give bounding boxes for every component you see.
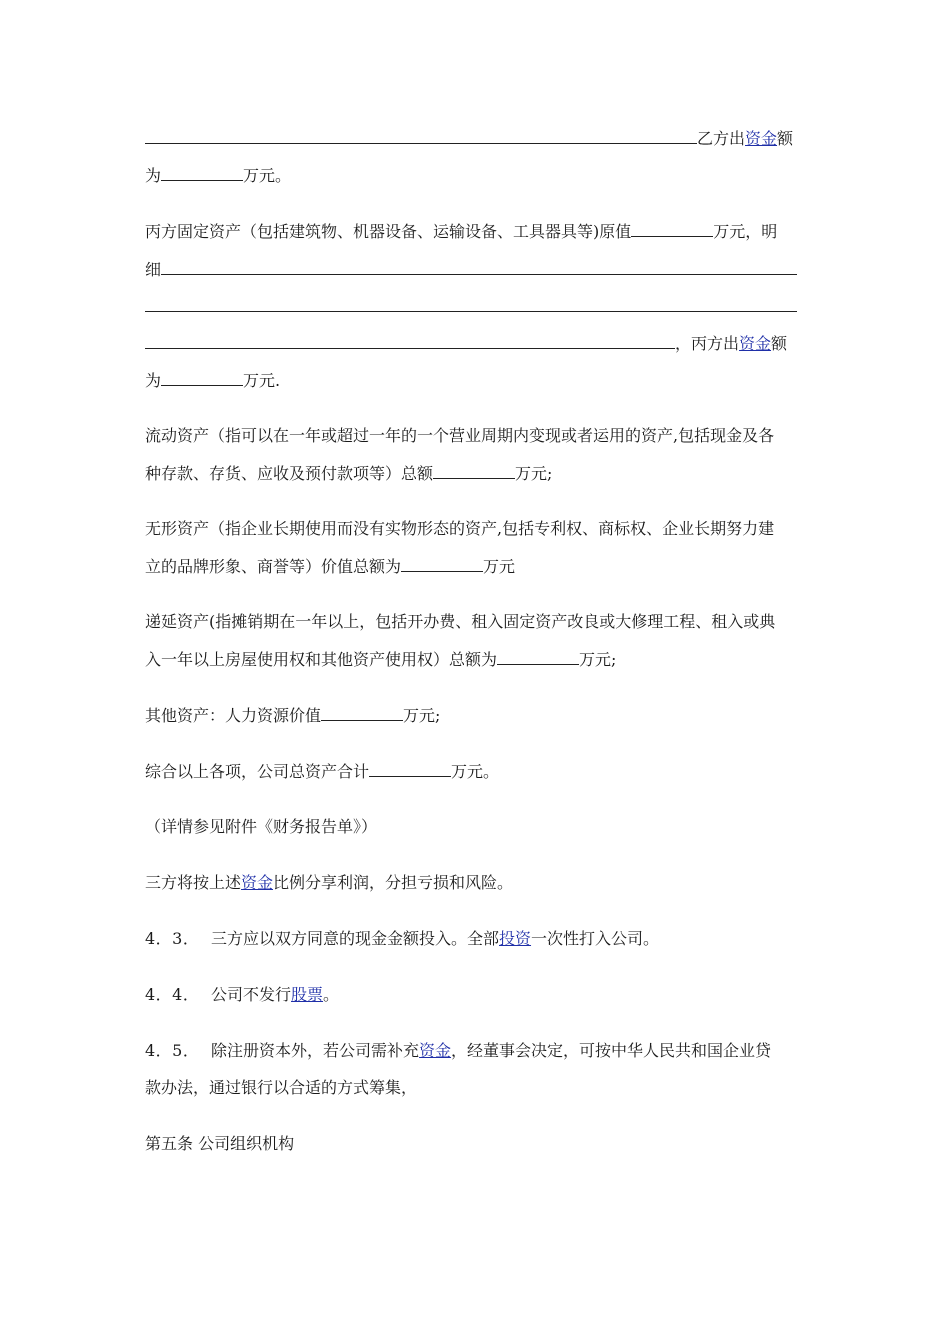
bing-line-3 [145,295,797,318]
bing-line-2: 细 [145,258,797,281]
section-4-3: 4．3． 三方应以双方同意的现金金额投入。全部投资一次性打入公司。 [145,929,660,948]
link-zijin[interactable]: 资金 [745,129,778,148]
blank-field[interactable] [321,704,403,721]
blank-field[interactable] [161,164,243,181]
blank-field[interactable] [497,648,579,665]
blank-field[interactable] [401,555,483,572]
wuxing-line-2: 立的品牌形象、商誉等）价值总额为 万元 [145,557,516,576]
bing-line-4: ，丙方出资金额 [145,332,787,355]
liudong-line-1: 流动资产（指可以在一年或超过一年的一个营业周期内变现或者运用的资产,包括现金及各 [145,426,775,445]
blank-field[interactable] [161,369,243,386]
bing-line-1: 丙方固定资产（包括建筑物、机器设备、运输设备、工具器具等)原值 万元，明 [145,222,778,241]
section-number: 4．5． [145,1041,200,1060]
section-4-5-line-2: 款办法，通过银行以合适的方式筹集， [145,1078,418,1097]
wuxing-line-1: 无形资产（指企业长期使用而没有实物形态的资产,包括专利权、商标权、企业长期努力建 [145,519,775,538]
section-4-4: 4．4． 公司不发行股票。 [145,985,340,1004]
yi-line-2: 为 万元。 [145,166,292,185]
section-4-5-line-1: 4．5． 除注册资本外，若公司需补充资金，经董事会决定，可按中华人民共和国企业贷 [145,1041,772,1060]
blank-field[interactable] [433,462,515,479]
section-number: 4．3． [145,929,200,948]
link-zijin[interactable]: 资金 [241,873,274,892]
link-gupiao[interactable]: 股票 [291,985,324,1004]
liudong-line-2: 种存款、存货、应收及预付款项等）总额 万元; [145,464,553,483]
blank-field[interactable] [161,258,797,275]
blank-field[interactable] [145,295,797,312]
xiangqing-note: （详情参见附件《财务报告单》） [145,817,378,836]
qita-line: 其他资产：人力资源价值 万元; [145,706,441,725]
sanfang-line: 三方将按上述资金比例分享利润，分担亏损和风险。 [145,873,514,892]
blank-field[interactable] [369,760,451,777]
section-number: 4．4． [145,985,200,1004]
blank-field[interactable] [145,332,675,349]
blank-field[interactable] [145,127,697,144]
diyan-line-1: 递延资产(指摊销期在一年以上，包括开办费、租入固定资产改良或大修理工程、租入或典 [145,612,776,631]
blank-field[interactable] [631,220,713,237]
yi-line-1: 乙方出资金额 [145,127,793,150]
article-5-heading: 第五条 公司组织机构 [145,1134,295,1153]
zonghe-line: 综合以上各项，公司总资产合计 万元。 [145,762,500,781]
link-zijin[interactable]: 资金 [739,334,772,353]
diyan-line-2: 入一年以上房屋使用权和其他资产使用权）总额为 万元; [145,650,617,669]
bing-line-5: 为 万元. [145,371,281,390]
link-zijin[interactable]: 资金 [419,1041,452,1060]
link-touzi[interactable]: 投资 [499,929,532,948]
